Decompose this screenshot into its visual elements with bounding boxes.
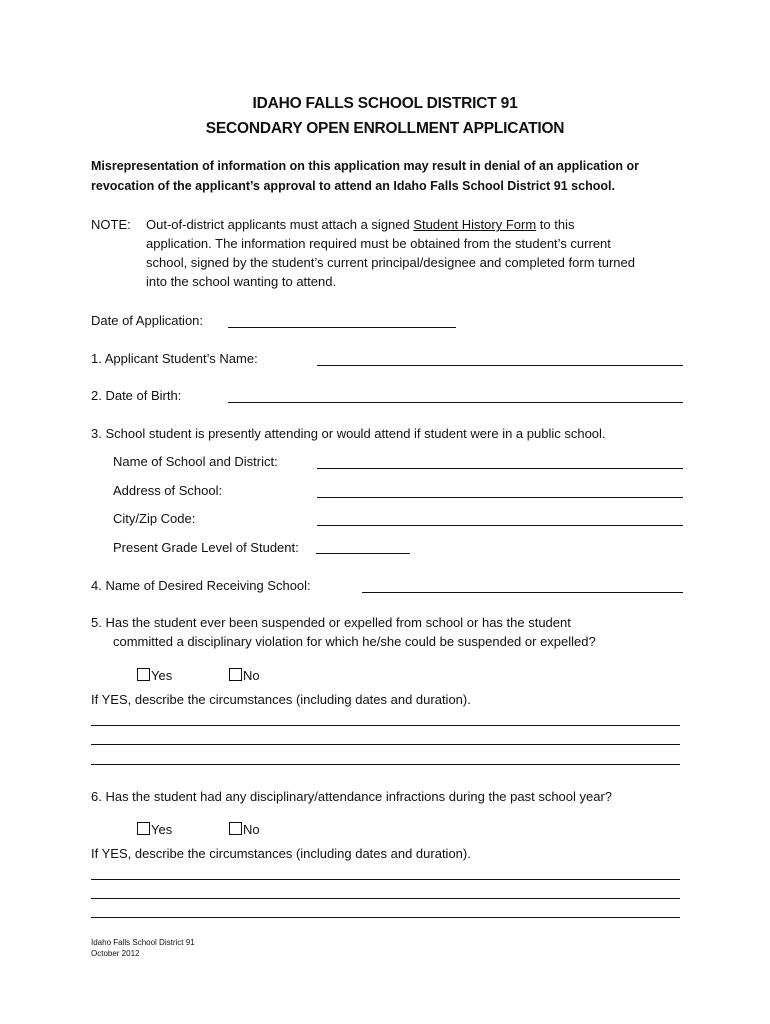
q6-yes-option[interactable] bbox=[137, 822, 172, 837]
q6-describe-line-1[interactable] bbox=[91, 879, 680, 880]
q6-describe-line-2[interactable] bbox=[91, 898, 680, 899]
q1-label: 1. Applicant Student’s Name: bbox=[91, 351, 258, 366]
date-of-application-label: Date of Application: bbox=[91, 313, 204, 328]
note-line-1-post: to this bbox=[536, 217, 575, 232]
q5-yes-label: Yes bbox=[151, 668, 173, 683]
q5-no-label: No bbox=[243, 668, 260, 683]
grade-level-field[interactable] bbox=[316, 553, 410, 554]
note-line-3: school, signed by the student’s current principal/designee and completed form turned bbox=[146, 255, 635, 270]
q3-label: 3. School student is presently attending or would attend if student were in a public school. bbox=[91, 426, 606, 441]
city-zip-label: City/Zip Code: bbox=[113, 511, 196, 526]
note-line-2: application. The information required must be obtained from the student’s current bbox=[146, 236, 611, 251]
q6-no-option[interactable] bbox=[229, 822, 260, 837]
note-line-1 bbox=[146, 217, 574, 232]
q6-yes-checkbox[interactable] bbox=[137, 822, 150, 835]
q5-describe-line-2[interactable] bbox=[91, 744, 680, 745]
q5-describe-line-3[interactable] bbox=[91, 764, 680, 765]
q5-yes-option[interactable] bbox=[137, 668, 172, 683]
date-of-birth-field[interactable] bbox=[228, 402, 683, 403]
q5-yes-checkbox[interactable] bbox=[137, 668, 150, 681]
q4-label: 4. Name of Desired Receiving School: bbox=[91, 578, 311, 593]
q6-yes-label: Yes bbox=[151, 822, 173, 837]
note-line-1-pre: Out-of-district applicants must attach a signed bbox=[146, 217, 414, 232]
school-address-field[interactable] bbox=[317, 497, 683, 498]
footer-district: Idaho Falls School District 91 bbox=[91, 938, 195, 947]
title-line-2: SECONDARY OPEN ENROLLMENT APPLICATION bbox=[205, 120, 565, 137]
q6-describe-label: If YES, describe the circumstances (including dates and duration). bbox=[91, 846, 471, 861]
q5-describe-line-1[interactable] bbox=[91, 725, 680, 726]
q6-no-label: No bbox=[243, 822, 260, 837]
q6-describe-line-3[interactable] bbox=[91, 917, 680, 918]
q6-label: 6. Has the student had any disciplinary/attendance infractions during the past school year? bbox=[91, 789, 613, 804]
q5-label-line-1: 5. Has the student ever been suspended or expelled from school or has the student bbox=[91, 615, 571, 630]
q2-label: 2. Date of Birth: bbox=[91, 388, 182, 403]
school-district-field[interactable] bbox=[317, 468, 683, 469]
title-line-1: IDAHO FALLS SCHOOL DISTRICT 91 bbox=[252, 95, 518, 112]
receiving-school-field[interactable] bbox=[362, 592, 683, 593]
q5-describe-label: If YES, describe the circumstances (including dates and duration). bbox=[91, 692, 471, 707]
student-history-form-link[interactable]: Student History Form bbox=[413, 217, 537, 232]
note-line-4: into the school wanting to attend. bbox=[146, 274, 337, 289]
student-name-field[interactable] bbox=[317, 365, 683, 366]
date-of-application-field[interactable] bbox=[228, 327, 456, 328]
q6-no-checkbox[interactable] bbox=[229, 822, 242, 835]
city-zip-field[interactable] bbox=[317, 525, 683, 526]
school-district-label: Name of School and District: bbox=[113, 454, 278, 469]
warning-line-2: revocation of the applicant’s approval to attend an Idaho Falls School District 91 school. bbox=[91, 179, 615, 193]
note-label: NOTE: bbox=[91, 217, 131, 232]
school-address-label: Address of School: bbox=[113, 483, 223, 498]
q5-no-option[interactable] bbox=[229, 668, 260, 683]
q5-no-checkbox[interactable] bbox=[229, 668, 242, 681]
warning-line-1: Misrepresentation of information on this application may result in denial of an application or bbox=[91, 159, 639, 173]
grade-level-label: Present Grade Level of Student: bbox=[113, 540, 299, 555]
q5-label-line-2: committed a disciplinary violation for which he/she could be suspended or expelled? bbox=[113, 634, 596, 649]
footer-date: October 2012 bbox=[91, 949, 140, 958]
